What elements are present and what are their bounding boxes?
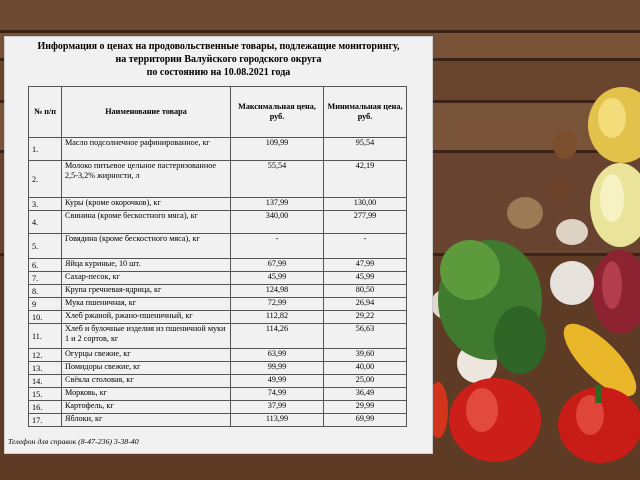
row-min-price: 39,60 [324,349,407,362]
row-number: 3. [29,198,62,211]
row-product-name: Морковь, кг [62,388,231,401]
row-max-price: 124,98 [231,285,324,298]
row-min-price: 40,00 [324,362,407,375]
table-row [29,211,407,234]
row-product-name: Помидоры свежие, кг [62,362,231,375]
table-row [29,375,407,388]
row-min-price: 277,99 [324,211,407,234]
title-line-3: по состоянию на 10.08.2021 года [146,67,291,78]
row-number: 4. [29,211,62,234]
row-product-name: Мука пшеничная, кг [62,298,231,311]
table-row [29,414,407,427]
row-max-price: 99,99 [231,362,324,375]
header-num: № п/п [29,87,62,138]
row-max-price: - [231,234,324,259]
table-row [29,138,407,161]
row-product-name: Яйца куриные, 10 шт. [62,259,231,272]
row-number: 8. [29,285,62,298]
row-max-price: 49,99 [231,375,324,388]
row-max-price: 109,99 [231,138,324,161]
row-min-price: 56,63 [324,324,407,349]
row-max-price: 114,26 [231,324,324,349]
row-product-name: Масло подсолнечное рафинированное, кг [62,138,231,161]
row-min-price: 42,19 [324,161,407,198]
row-number: 12. [29,349,62,362]
row-number: 10. [29,311,62,324]
table-row [29,324,407,349]
table-row [29,259,407,272]
row-product-name: Крупа гречневая-ядрица, кг [62,285,231,298]
header-name: Наименование товара [62,87,231,138]
row-number: 1. [29,138,62,161]
row-max-price: 137,99 [231,198,324,211]
row-max-price: 67,99 [231,259,324,272]
row-max-price: 113,99 [231,414,324,427]
row-min-price: 36,49 [324,388,407,401]
row-product-name: Хлеб ржаной, ржано-пшеничный, кг [62,311,231,324]
row-min-price: 69,99 [324,414,407,427]
row-product-name: Свёкла столовая, кг [62,375,231,388]
row-number: 16. [29,401,62,414]
table-row [29,198,407,211]
row-min-price: 29,99 [324,401,407,414]
row-max-price: 72,99 [231,298,324,311]
row-product-name: Картофель, кг [62,401,231,414]
title-line-2: на территории Валуйского городского округа [115,54,322,65]
row-product-name: Хлеб и булочные изделия из пшеничной муки 1 и 2 сортов, кг [62,324,231,349]
table-row [29,285,407,298]
row-number: 13. [29,362,62,375]
row-min-price: 80,50 [324,285,407,298]
row-min-price: 47,99 [324,259,407,272]
document-title [4,4,433,79]
table-row [29,349,407,362]
row-number: 5. [29,234,62,259]
table-row [29,311,407,324]
row-max-price: 112,82 [231,311,324,324]
price-table [28,86,407,427]
row-number: 7. [29,272,62,285]
table-header-row [29,87,407,138]
row-product-name: Яблоки, кг [62,414,231,427]
row-number: 11. [29,324,62,349]
row-number: 6. [29,259,62,272]
row-max-price: 45,99 [231,272,324,285]
header-min: Минимальная цена, руб. [324,87,407,138]
title-line-1: Информация о ценах на продовольственные товары, подлежащие мониторингу, [37,41,400,52]
table-row [29,272,407,285]
contact-phone: Телефон для справок (8-47-236) 3-38-40 [8,437,139,446]
row-min-price: 45,99 [324,272,407,285]
row-product-name: Огурцы свежие, кг [62,349,231,362]
row-max-price: 340,00 [231,211,324,234]
table-row [29,298,407,311]
row-number: 2. [29,161,62,198]
row-product-name: Свинина (кроме бескостного мяса), кг [62,211,231,234]
row-min-price: 130,00 [324,198,407,211]
row-min-price: 25,00 [324,375,407,388]
row-min-price: 29,22 [324,311,407,324]
table-row [29,362,407,375]
table-row [29,161,407,198]
row-number: 17. [29,414,62,427]
row-max-price: 63,99 [231,349,324,362]
header-max: Максимальная цена, руб. [231,87,324,138]
row-min-price: - [324,234,407,259]
table-row [29,234,407,259]
row-product-name: Молоко питьевое цельное пастеризованное 2,5-3,2% жирности, л [62,161,231,198]
row-min-price: 26,94 [324,298,407,311]
row-number: 9 [29,298,62,311]
row-product-name: Говядина (кроме бескостного мяса), кг [62,234,231,259]
row-product-name: Куры (кроме окорочков), кг [62,198,231,211]
table-row [29,401,407,414]
row-min-price: 95,54 [324,138,407,161]
table-row [29,388,407,401]
row-max-price: 55,54 [231,161,324,198]
row-max-price: 37,99 [231,401,324,414]
row-max-price: 74,99 [231,388,324,401]
row-number: 14. [29,375,62,388]
row-number: 15. [29,388,62,401]
row-product-name: Сахар-песок, кг [62,272,231,285]
